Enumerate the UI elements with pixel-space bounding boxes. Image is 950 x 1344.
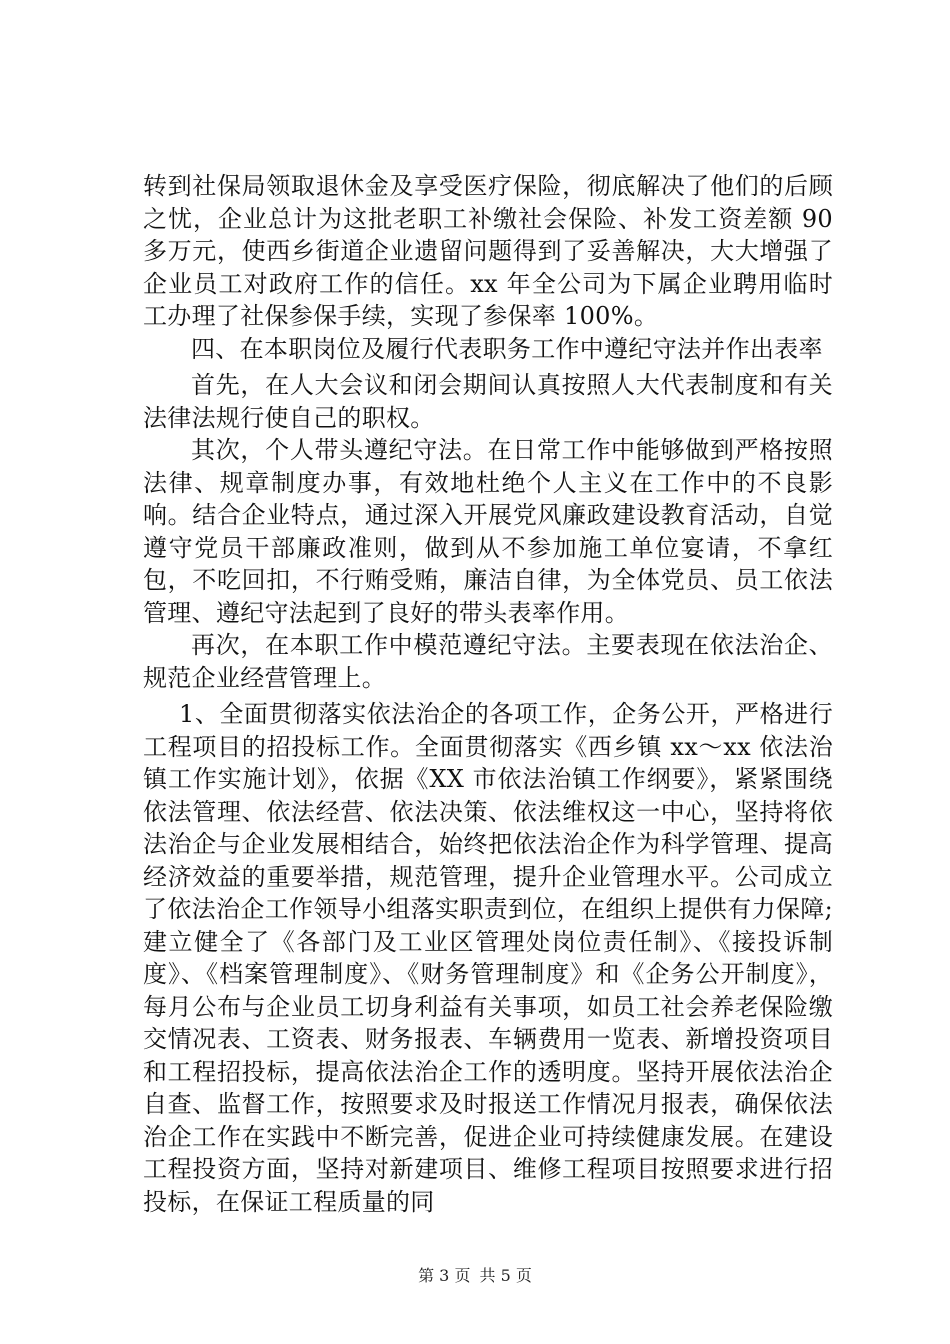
paragraph-social-insurance: 转到社保局领取退休金及享受医疗保险，彻底解决了他们的后顾之忧，企业总计为这批老职工补缴社会保险、补发工资差额 90 多万元，使西乡街道企业遗留问题得到了妥善解决，大大增强了企业员工对政府工作的信任。xx 年全公司为下属企业聘用临时工办理了社保参保手续，实现了参保率 100%。 [143,172,833,330]
document-body [143,170,833,1218]
paragraph-item-one: 1、全面贯彻落实依法治企的各项工作，企务公开，严格进行工程项目的招投标工作。全面贯彻落实《西乡镇 xx～xx 依法治镇工作实施计划》，依据《XX 市依法治镇工作纲要》，紧紧围绕依法管理、依法经营、依法决策、依法维权这一中心，坚持将依法治企与企业发展相结合，始终把依法治企作为科学管理、提高经济效益的重要举措，规范管理，提升企业管理水平。公司成立了依法治企工作领导小组落实职责到位，在组织上提供有力保障;建立健全了《各部门及工业区管理处岗位责任制》、《接投诉制度》、《档案管理制度》、《财务管理制度》和《企务公开制度》，每月公布与企业员工切身利益有关事项，如员工社会养老保险缴交情况表、工资表、财务报表、车辆费用一览表、新增投资项目和工程招投标，提高依法治企工作的透明度。坚持开展依法治企自查、监督工作，按照要求及时报送工作情况月报表，确保依法治企工作在实践中不断完善，促进企业可持续健康发展。在建设工程投资方面，坚持对新建项目、维修工程项目按照要求进行招投标，在保证工程质量的同 [143,700,833,1216]
paragraph-second: 其次，个人带头遵纪守法。在日常工作中能够做到严格按照法律、规章制度办事，有效地杜绝个人主义在工作中的不良影响。结合企业特点，通过深入开展党风廉政建设教育活动，自觉遵守党员干部廉政准则，做到从不参加施工单位宴请，不拿红包，不吃回扣，不行贿受贿，廉洁自律，为全体党员、员工依法管理、遵纪守法起到了良好的带头表率作用。 [143,436,833,627]
paragraph-first: 首先，在人大会议和闭会期间认真按照人大代表制度和有关法律法规行使自己的职权。 [143,371,833,432]
paragraph-third: 再次，在本职工作中模范遵纪守法。主要表现在依法治企、规范企业经营管理上。 [143,631,833,692]
page-number: 第 3 页 [418,1266,471,1285]
page-footer [0,1263,950,1286]
page-total: 共 5 页 [479,1266,532,1285]
section-heading-four: 四、在本职岗位及履行代表职务工作中遵纪守法并作出表率 [191,334,823,363]
